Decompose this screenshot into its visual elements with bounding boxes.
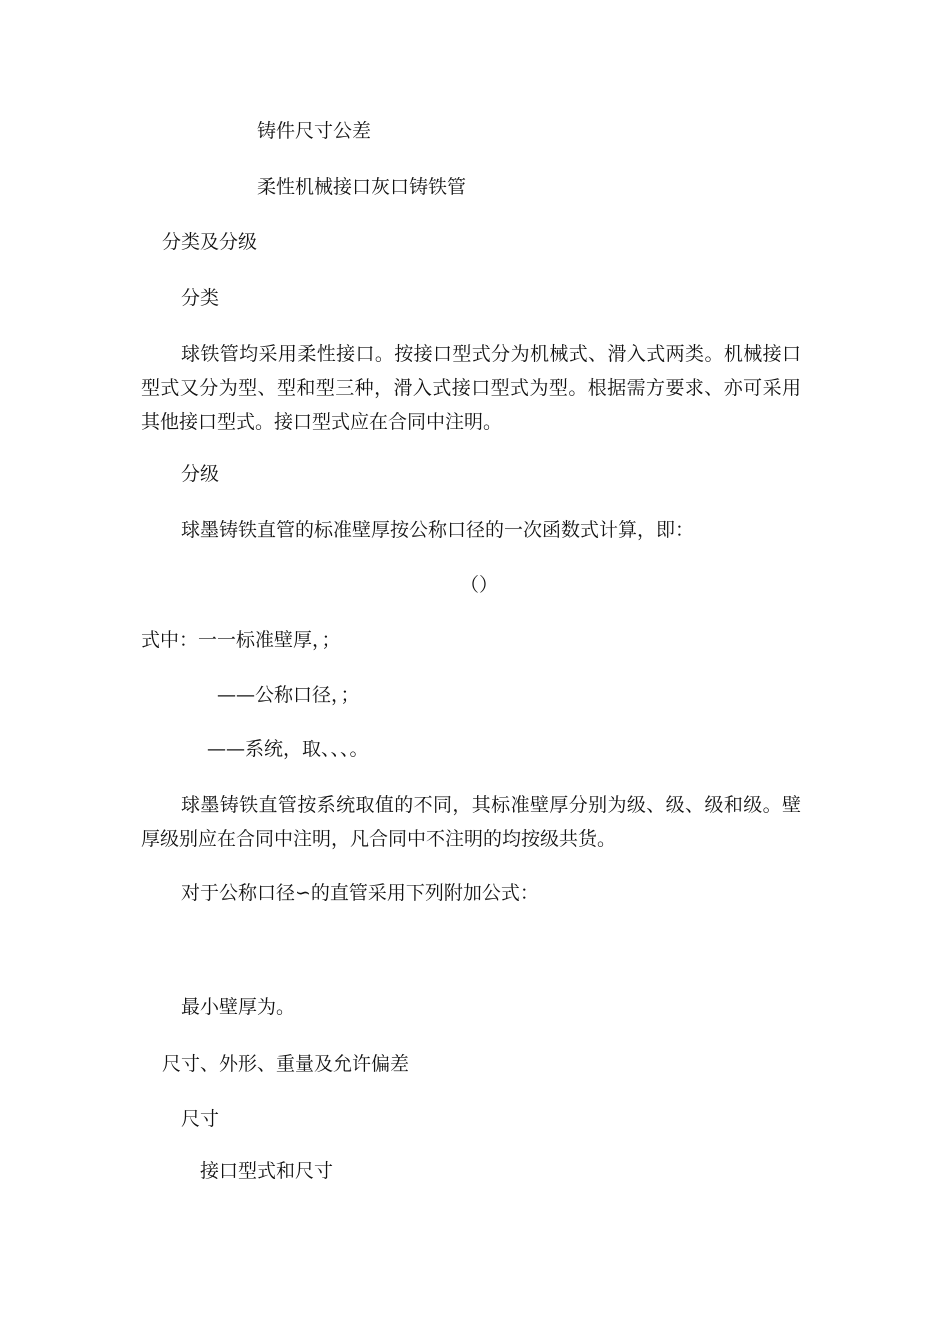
reference-title-gray-iron-pipe: 柔性机械接口灰口铸铁管 bbox=[257, 176, 467, 198]
section-heading-classification: 分类及分级 bbox=[162, 231, 258, 253]
formula-where-thickness: 式中：一一标准壁厚，； bbox=[141, 629, 341, 651]
formula: （） bbox=[460, 574, 499, 596]
formula-where-nominal-diameter: ——公称口径，； bbox=[217, 684, 360, 706]
section-heading-dimensions: 尺寸、外形、重量及允许偏差 bbox=[162, 1053, 410, 1075]
subheading-classification: 分类 bbox=[181, 287, 220, 309]
reference-title-casting-tolerance: 铸件尺寸公差 bbox=[257, 120, 372, 142]
subheading-grading: 分级 bbox=[181, 463, 220, 485]
paragraph-joint-types: 球铁管均采用柔性接口。按接口型式分为机械式、滑入式两类。机械接口型式又分为型、型和型三种，滑入式接口型式为型。根据需方要求、亦可采用其他接口型式。接口型式应在合同中注明。 bbox=[141, 343, 801, 433]
minimum-wall-thickness: 最小壁厚为。 bbox=[181, 996, 296, 1018]
subheading-joint-type-dimensions: 接口型式和尺寸 bbox=[200, 1160, 334, 1182]
paragraph-wall-thickness-grades: 球墨铸铁直管按系统取值的不同，其标准壁厚分别为级、级、级和级。壁厚级别应在合同中注明，凡合同中不注明的均按级共货。 bbox=[141, 794, 801, 850]
subheading-dimensions: 尺寸 bbox=[181, 1108, 220, 1130]
paragraph-additional-formula: 对于公称口径∽的直管采用下列附加公式： bbox=[181, 882, 539, 904]
paragraph-formula-intro: 球墨铸铁直管的标准壁厚按公称口径的一次函数式计算，即： bbox=[181, 519, 695, 541]
formula-where-coefficient: ——系统，取、、、。 bbox=[207, 738, 369, 760]
